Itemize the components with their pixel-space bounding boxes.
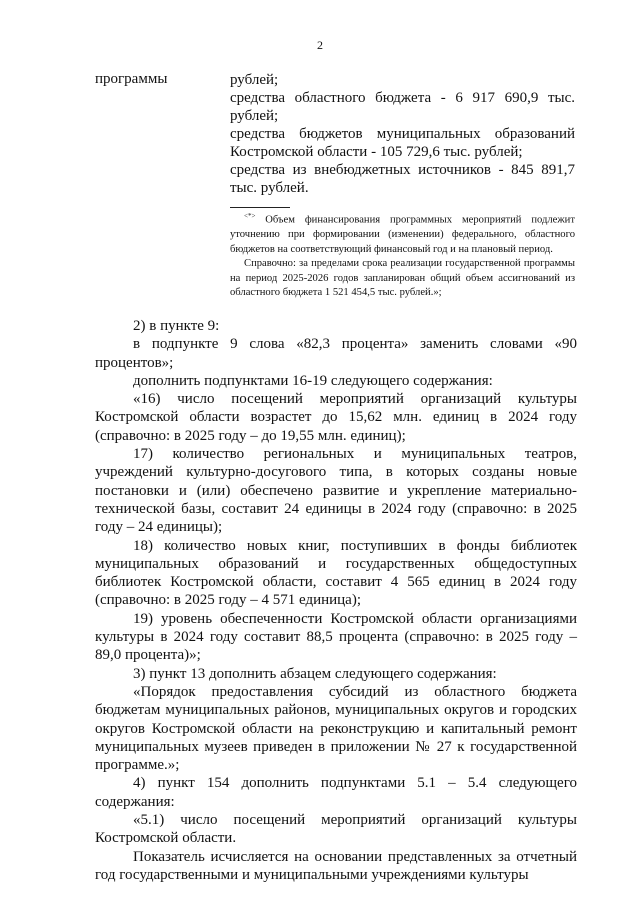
funding-line: рублей; (230, 72, 279, 88)
paragraph: «16) число посещений мероприятий организаций культуры Костромской области возрастет до 15,62 млн. единиц в 2024 году (справочно: в 2025 году – до 19,55 млн. единиц); (95, 391, 577, 444)
funding-line: средства бюджетов муниципальных образований Костромской области - 105 729,6 тыс. рублей; (230, 126, 575, 160)
paragraph: 17) количество региональных и муниципальных театров, учреждений культурно-досугового типа, в которых созданы новые постановки и (или) обеспечено развитие и укрепление материально-технической базы, составит 24 единицы в 2024 году (справочно: в 2025 году – 24 единицы); (95, 446, 577, 536)
paragraph: 18) количество новых книг, поступивших в фонды библиотек муниципальных образований и государственных общедоступных библиотек Костромской области, составит 4 565 единиц в 2024 году (справочно: в 2025 году – 4 571 единица); (95, 537, 577, 609)
document-body (95, 317, 577, 884)
paragraph: 19) уровень обеспеченности Костромской области организациями культуры в 2024 году составит 88,5 процента (справочно: в 2025 году – 89,0 процента)»; (95, 610, 577, 664)
footnote-reference: Справочно: за пределами срока реализации государственной программы на период 2025-2026 годов запланирован общий объем ассигнований из областного бюджета 1 521 454,5 тыс. рублей.»; (230, 258, 575, 299)
paragraph: в подпункте 9 слова «82,3 процента» заменить словами «90 процентов»; (95, 336, 577, 371)
footnote-text (230, 209, 575, 257)
funding-line: средства областного бюджета - 6 917 690,9 тыс. рублей; (230, 90, 575, 124)
passport-funding-cell (230, 71, 575, 197)
paragraph: дополнить подпунктами 16-19 следующего содержания: (133, 372, 493, 389)
footnote-mark: <*> (244, 212, 256, 220)
paragraph: 2) в пункте 9: (133, 318, 220, 334)
footnote-body: Объем финансирования программных мероприятий подлежит уточнению при формировании (изменении) федерального, областного бюджетов на соответствующий финансовый год и на плановый период. (230, 214, 575, 255)
funding-line: средства из внебюджетных источников - 845 891,7 тыс. рублей. (230, 162, 575, 196)
footnote (230, 207, 575, 301)
page-number: 2 (317, 38, 323, 52)
passport-label: программы (95, 71, 168, 87)
paragraph: 3) пункт 13 дополнить абзацем следующего содержания: (133, 665, 497, 682)
paragraph: 4) пункт 154 дополнить подпунктами 5.1 – 5.4 следующего содержания: (95, 775, 577, 810)
footnote-rule (230, 207, 290, 208)
paragraph: «Порядок предоставления субсидий из областного бюджета бюджетам муниципальных районов, муниципальных округов и городских округов Костромской области на реконструкцию и капитальный ремонт муниципальных музеев приведен в приложении № 27 к государственной программе.»; (95, 683, 577, 774)
paragraph: «5.1) число посещений мероприятий организаций культуры Костромской области. (95, 812, 577, 847)
paragraph: Показатель исчисляется на основании представленных за отчетный год государственными и муниципальными учреждениями культуры (95, 848, 577, 883)
